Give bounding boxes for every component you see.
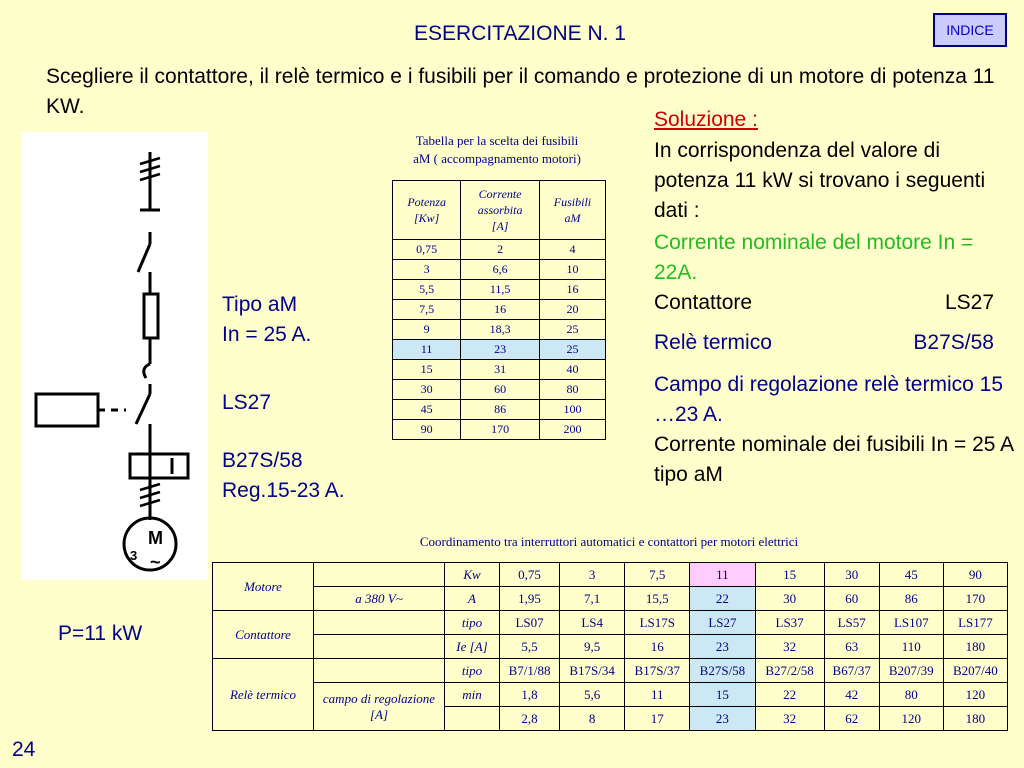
fuse-table-row (393, 240, 606, 260)
coord-value-cell: 11 (625, 683, 690, 707)
coord-value-cell: 22 (690, 587, 755, 611)
coord-value-cell: 7,5 (625, 563, 690, 587)
fuse-header-power: Potenza [Kw] (393, 181, 461, 240)
coord-value-cell: 17 (625, 707, 690, 731)
coord-table-row (213, 635, 1008, 659)
fuse-table-cell: 3 (393, 260, 461, 280)
fuse-table-title-line2: aM ( accompagnamento motori) (413, 151, 581, 166)
solution-contactor-label: Contattore (654, 291, 753, 314)
coord-value-cell: B207/40 (943, 659, 1007, 683)
coord-value-cell: 22 (755, 683, 824, 707)
motor-phase: 3 (130, 548, 138, 563)
coord-value-cell: 2,8 (500, 707, 560, 731)
coord-value-cell: 45 (879, 563, 943, 587)
coord-value-cell: 86 (879, 587, 943, 611)
fuse-table-cell: 16 (461, 300, 540, 320)
coord-value-cell: 170 (943, 587, 1007, 611)
coord-value-cell: 120 (879, 707, 943, 731)
coord-value-cell: 110 (879, 635, 943, 659)
motor-wave: ~ (150, 552, 161, 572)
fuse-table-cell: 20 (539, 300, 605, 320)
fuse-table-cell: 16 (539, 280, 605, 300)
coord-contattore-label: Contattore (213, 611, 314, 659)
fuse-table-cell: 0,75 (393, 240, 461, 260)
coord-value-cell: LS17S (625, 611, 690, 635)
coord-unit (445, 707, 500, 731)
solution-contactor-value: LS27 (944, 291, 994, 314)
coord-value-cell: 180 (943, 635, 1007, 659)
coord-value-cell: LS27 (690, 611, 755, 635)
fuse-table-row (393, 380, 606, 400)
coord-value-cell: B207/39 (879, 659, 943, 683)
fuse-table-cell: 9 (393, 320, 461, 340)
coord-value-cell: 30 (755, 587, 824, 611)
solution-label: Soluzione : (654, 108, 758, 131)
fuse-table-cell: 30 (393, 380, 461, 400)
problem-statement: Scegliere il contattore, il relè termico e i fusibili per il comando e protezione di un motore di potenza 11 KW. (46, 65, 995, 118)
coord-unit: Kw (445, 563, 500, 587)
fuse-type-label: Tipo aM (222, 293, 298, 316)
fuse-table-cell: 10 (539, 260, 605, 280)
fuse-table-cell: 25 (539, 320, 605, 340)
coord-value-cell: LS57 (824, 611, 879, 635)
coord-value-cell: LS37 (755, 611, 824, 635)
coord-value-cell: 23 (690, 707, 755, 731)
fuse-table-cell: 23 (461, 340, 540, 360)
fuse-table-cell: 31 (461, 360, 540, 380)
fuse-symbol (144, 294, 158, 338)
coord-table-row (213, 659, 1008, 683)
fuse-table-cell: 18,3 (461, 320, 540, 340)
coord-value-cell: 32 (755, 635, 824, 659)
coord-value-cell: LS107 (879, 611, 943, 635)
coord-campo-label: campo di regolazione [A] (314, 683, 445, 731)
coord-unit: tipo (445, 611, 500, 635)
coord-value-cell: 1,95 (500, 587, 560, 611)
solution-contactor-row (654, 288, 994, 318)
coord-value-cell: LS177 (943, 611, 1007, 635)
coord-value-cell: 62 (824, 707, 879, 731)
fuse-table-row (393, 300, 606, 320)
fuse-table-cell: 90 (393, 420, 461, 440)
fuse-header-current: Corrente assorbita [A] (461, 181, 540, 240)
coord-empty (314, 611, 445, 635)
fuse-header-fuses: Fusibili aM (539, 181, 605, 240)
coord-value-cell: B7/1/88 (500, 659, 560, 683)
fuse-table-row (393, 280, 606, 300)
coord-value-cell: LS4 (560, 611, 625, 635)
coord-value-cell: 15 (690, 683, 755, 707)
fuse-table-cell: 40 (539, 360, 605, 380)
coord-value-cell: 5,5 (500, 635, 560, 659)
fuse-table-cell: 15 (393, 360, 461, 380)
coord-value-cell: LS07 (500, 611, 560, 635)
fuse-table-cell: 2 (461, 240, 540, 260)
fuse-table-cell: 80 (539, 380, 605, 400)
fuse-table-cell: 4 (539, 240, 605, 260)
coordination-table (212, 562, 1008, 731)
power-label: P=11 kW (58, 622, 143, 645)
solution-motor-current: Corrente nominale del motore In = 22A. (654, 231, 974, 284)
coord-value-cell: B27/2/58 (755, 659, 824, 683)
coord-motore-label: Motore (213, 563, 314, 611)
coord-value-cell: 1,8 (500, 683, 560, 707)
fuse-table-cell: 86 (461, 400, 540, 420)
coord-value-cell: 5,6 (560, 683, 625, 707)
coord-unit: min (445, 683, 500, 707)
coord-empty (314, 563, 445, 587)
coord-table-row (213, 587, 1008, 611)
coord-value-cell: B67/37 (824, 659, 879, 683)
fuse-table-cell: 11,5 (461, 280, 540, 300)
coord-rele-label: Relè termico (213, 659, 314, 731)
coord-table-row (213, 611, 1008, 635)
coord-value-cell: 7,1 (560, 587, 625, 611)
coord-value-cell: 30 (824, 563, 879, 587)
coord-unit: A (445, 587, 500, 611)
coord-value-cell: 9,5 (560, 635, 625, 659)
contactor-label: LS27 (222, 391, 272, 414)
relay-range-label: Reg.15-23 A. (222, 479, 345, 502)
solution-relay-label: Relè termico (654, 331, 772, 354)
fuse-table-row (393, 400, 606, 420)
contactor-coil (36, 394, 98, 426)
fuse-table-cell: 100 (539, 400, 605, 420)
thermal-relay (130, 454, 188, 478)
coord-table-row (213, 563, 1008, 587)
fuse-table-cell: 25 (539, 340, 605, 360)
solution-relay-range: Campo di regolazione relè termico 15 …23 A. (654, 373, 1004, 426)
coord-empty (314, 635, 445, 659)
coord-voltage-label: a 380 V~ (314, 587, 445, 611)
fuse-selection-table (392, 180, 606, 440)
coord-value-cell: B17S/37 (625, 659, 690, 683)
fuse-table-title (372, 132, 622, 168)
fuse-table-cell: 60 (461, 380, 540, 400)
coord-value-cell: 0,75 (500, 563, 560, 587)
fuse-table-cell: 11 (393, 340, 461, 360)
coord-value-cell: 180 (943, 707, 1007, 731)
solution-relay-value: B27S/58 (913, 331, 994, 354)
motor-circuit-diagram (22, 132, 208, 580)
fuse-table-cell: 45 (393, 400, 461, 420)
solution-relay-row (654, 328, 994, 358)
coord-value-cell: 42 (824, 683, 879, 707)
fuse-table-row (393, 420, 606, 440)
fuse-table-cell: 170 (461, 420, 540, 440)
solution-block (654, 136, 1014, 490)
coord-value-cell: 60 (824, 587, 879, 611)
coord-value-cell: 15,5 (625, 587, 690, 611)
coord-value-cell: 8 (560, 707, 625, 731)
coord-value-cell: 15 (755, 563, 824, 587)
coord-value-cell: 63 (824, 635, 879, 659)
coord-value-cell: 90 (943, 563, 1007, 587)
solution-intro: In corrispondenza del valore di potenza 11 kW si trovano i seguenti dati : (654, 139, 986, 222)
index-button[interactable]: INDICE (933, 13, 1007, 47)
coord-value-cell: 23 (690, 635, 755, 659)
fuse-current-label: In = 25 A. (222, 323, 312, 346)
coord-unit: Ie [A] (445, 635, 500, 659)
coord-value-cell: 16 (625, 635, 690, 659)
solution-fuse-current: Corrente nominale dei fusibili In = 25 A tipo aM (654, 433, 1013, 486)
coord-value-cell: 3 (560, 563, 625, 587)
fuse-table-row (393, 320, 606, 340)
circuit-schematic (22, 132, 208, 580)
coord-empty (314, 659, 445, 683)
fuse-table-row (393, 260, 606, 280)
page-number: 24 (12, 738, 36, 761)
coord-table-title: Coordinamento tra interruttori automatici e contattori per motori elettrici (419, 534, 799, 549)
relay-label: B27S/58 (222, 449, 303, 472)
fuse-table-title-line1: Tabella per la scelta dei fusibili (415, 133, 579, 148)
fuse-table-row (393, 360, 606, 380)
fuse-table-cell: 6,6 (461, 260, 540, 280)
coord-value-cell: 32 (755, 707, 824, 731)
coord-value-cell: 120 (943, 683, 1007, 707)
fuse-table-cell: 5,5 (393, 280, 461, 300)
coord-table-row (213, 683, 1008, 707)
coord-value-cell: 80 (879, 683, 943, 707)
coord-value-cell: B17S/34 (560, 659, 625, 683)
coord-value-cell: B27S/58 (690, 659, 755, 683)
motor-letter: M (148, 528, 163, 548)
fuse-table-cell: 200 (539, 420, 605, 440)
fuse-table-cell: 7,5 (393, 300, 461, 320)
fuse-table-row (393, 340, 606, 360)
page-title: ESERCITAZIONE N. 1 (414, 22, 626, 45)
coord-value-cell: 11 (690, 563, 755, 587)
coord-unit: tipo (445, 659, 500, 683)
